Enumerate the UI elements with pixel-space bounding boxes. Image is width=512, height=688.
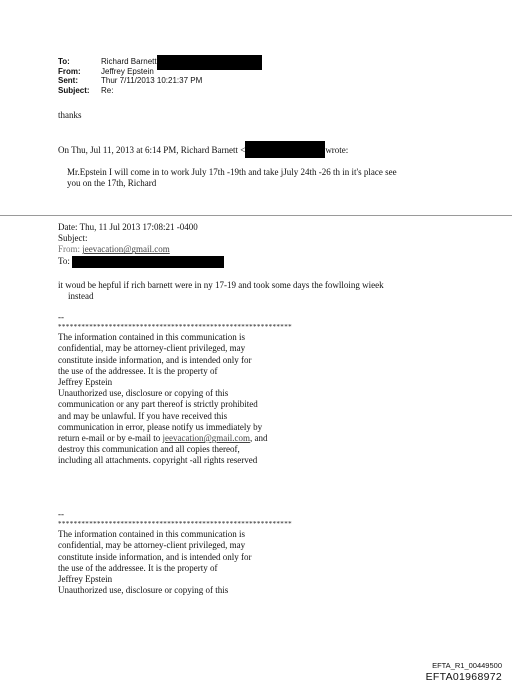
disclaimer-line: Unauthorized use, disclosure or copying of this <box>58 388 229 399</box>
quote-intro-suffix: wrote: <box>325 145 349 155</box>
disclaimer-line: communication in error, please notify us immediately by <box>58 421 263 432</box>
disclaimer-line: communication or any part thereof is strictly prohibited <box>58 399 258 410</box>
disclaimer-line: Unauthorized use, disclosure or copying of this <box>58 585 229 596</box>
email-link[interactable]: jeevacation@gmail.com <box>82 244 170 255</box>
quoted-message <box>67 167 397 189</box>
signature-dashes: -- <box>58 312 64 322</box>
bates-footer <box>426 661 502 683</box>
disclaimer-line: the use of the addressee. It is the property of <box>58 562 218 573</box>
divider <box>0 215 512 216</box>
quote-intro <box>58 145 348 158</box>
bates-number-large: EFTA01968972 <box>425 671 502 683</box>
signature-dashes: -- <box>58 509 64 519</box>
disclaimer-line: The information contained in this communication is <box>58 529 245 540</box>
disclaimer-email-suffix: , and <box>249 433 268 444</box>
redaction-bar <box>72 256 224 268</box>
reply-body: thanks <box>58 110 82 120</box>
disclaimer-line: including all attachments. copyright -all rights reserved <box>58 455 258 466</box>
forwarded-to-label: To: <box>58 255 70 266</box>
disclaimer-line: Jeffrey Epstein <box>58 574 113 585</box>
disclaimer-email-line <box>58 433 292 444</box>
disclaimer-line: confidential, may be attorney-client privileged, may <box>58 343 246 354</box>
redaction-bar <box>157 55 262 70</box>
disclaimer-line: constitute inside information, and is intended only for <box>58 354 252 365</box>
forwarded-header <box>58 222 224 268</box>
subject-value: Re: <box>101 85 114 95</box>
forwarded-from-label: From: <box>58 244 83 255</box>
disclaimer-line: destroy this communication and all copies thereof, <box>58 444 240 455</box>
disclaimer-line: constitute inside information, and is intended only for <box>58 551 252 562</box>
forwarded-from <box>58 244 224 255</box>
quote-intro-prefix: On Thu, Jul 11, 2013 at 6:14 PM, Richard Barnett < <box>58 145 246 155</box>
separator-stars: ************************************************************ <box>58 520 292 529</box>
forwarded-date: Date: Thu, 11 Jul 2013 17:08:21 -0400 <box>58 222 198 232</box>
disclaimer-line: Jeffrey Epstein <box>58 377 113 388</box>
disclaimer-email-prefix: return e-mail or by e-mail to <box>58 433 163 444</box>
from-label: From: <box>58 66 81 76</box>
redaction-bar <box>245 141 325 158</box>
from-value: Jeffrey Epstein <box>101 66 154 76</box>
disclaimer-block <box>58 312 292 467</box>
sent-label: Sent: <box>58 76 78 85</box>
subject-label: Subject: <box>58 85 90 95</box>
quoted-line: you on the 17th, Richard <box>67 178 157 189</box>
disclaimer-line: and may be unlawful. If you have received this <box>58 410 228 421</box>
sent-value: Thur 7/11/2013 10:21:37 PM <box>101 76 203 85</box>
bates-number-small: EFTA_R1_00449500 <box>432 661 502 670</box>
to-label: To: <box>58 57 70 66</box>
quoted-line: Mr.Epstein I will come in to work July 17th -19th and take jJuly 24th -26 th in it's place see <box>67 167 397 177</box>
disclaimer-line: The information contained in this communication is <box>58 332 245 343</box>
to-value: Richard Barnett <box>101 57 157 66</box>
disclaimer-line: the use of the addressee. It is the property of <box>58 365 218 376</box>
disclaimer-line: confidential, may be attorney-client privileged, may <box>58 540 246 551</box>
forwarded-subject: Subject: <box>58 233 88 244</box>
separator-stars: ************************************************************ <box>58 323 292 332</box>
forwarded-body-line: instead <box>68 291 94 302</box>
disclaimer-block <box>58 509 292 596</box>
email-link[interactable]: jeevacation@gmail.com <box>162 433 250 444</box>
forwarded-body-line: it woud be hepful if rich barnett were in ny 17-19 and took some days the fowlloing wieek <box>58 280 384 290</box>
forwarded-body <box>58 280 384 302</box>
forwarded-to <box>58 256 224 268</box>
